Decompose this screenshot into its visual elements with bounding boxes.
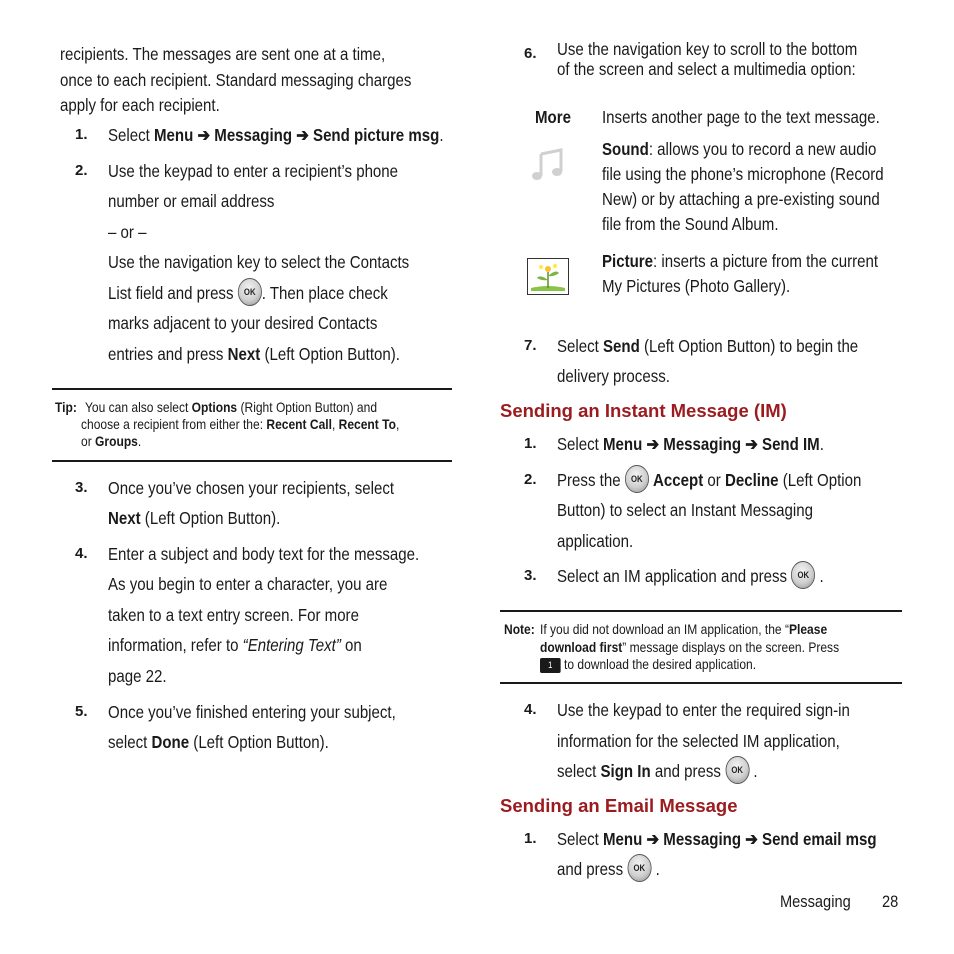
- step-number: 3.: [75, 479, 88, 496]
- section-heading-email: Sending an Email Message: [500, 795, 738, 816]
- step-text: List field and press OK . Then place check: [108, 278, 388, 308]
- intro-line: once to each recipient. Standard messaging charges: [60, 70, 412, 90]
- ok-button-icon: OK: [725, 756, 749, 784]
- step-text: Use the navigation key to scroll to the bottom: [557, 39, 858, 59]
- or-separator: – or –: [108, 222, 147, 242]
- ok-button-icon: OK: [627, 854, 651, 882]
- option-text: Sound: allows you to record a new audio: [602, 139, 877, 159]
- tip-text: choose a recipient from either the: Recent Call, Recent To,: [81, 416, 400, 432]
- section-heading-im: Sending an Instant Message (IM): [500, 400, 787, 421]
- step-text: Use the navigation key to select the Contacts: [108, 252, 410, 272]
- step-number: 3.: [524, 567, 537, 584]
- step-text: select Done (Left Option Button).: [108, 732, 329, 752]
- step-number: 7.: [524, 337, 537, 354]
- option-text: file from the Sound Album.: [602, 214, 779, 234]
- note-bottom-rule: [500, 682, 902, 684]
- step-text: of the screen and select a multimedia option:: [557, 59, 856, 79]
- step-number: 5.: [75, 703, 88, 720]
- step-number: 2.: [524, 471, 537, 488]
- music-note-icon: [529, 146, 567, 184]
- option-text: My Pictures (Photo Gallery).: [602, 276, 791, 296]
- intro-line: recipients. The messages are sent one at a time,: [60, 44, 386, 64]
- tip-bottom-rule: [52, 460, 452, 462]
- tip-top-rule: [52, 388, 452, 390]
- step-text: Select Menu ➔ Messaging ➔ Send email msg: [557, 829, 877, 849]
- ok-button-icon: OK: [625, 465, 649, 493]
- step-text: Enter a subject and body text for the message.: [108, 544, 420, 564]
- page-number: 28: [882, 892, 899, 911]
- tip-text: You can also select Options (Right Option Button) and: [85, 399, 378, 415]
- cross-reference-link[interactable]: “Entering Text”: [242, 635, 341, 655]
- one-key-icon: 1: [540, 658, 561, 673]
- step-text: Press the OK Accept or Decline (Left Option: [557, 465, 861, 495]
- option-text: Inserts another page to the text message.: [602, 107, 880, 127]
- option-text: New) or by attaching a pre-existing sound: [602, 189, 880, 209]
- step-text: Button) to select an Instant Messaging: [557, 500, 813, 520]
- step-text: delivery process.: [557, 366, 670, 386]
- tip-text: or Groups.: [81, 433, 142, 449]
- step-text: and press OK .: [557, 854, 660, 884]
- ok-button-icon: OK: [238, 278, 262, 306]
- step-text: application.: [557, 531, 634, 551]
- step-text: Use the keypad to enter a recipient’s phone: [108, 161, 399, 181]
- note-label: Note:: [504, 621, 535, 637]
- step-number: 6.: [524, 45, 537, 62]
- step-text: taken to a text entry screen. For more: [108, 605, 359, 625]
- step-text: Select Menu ➔ Messaging ➔ Send IM.: [557, 434, 824, 454]
- ok-button-icon: OK: [791, 561, 815, 589]
- step-text: select Sign In and press OK .: [557, 756, 758, 786]
- step-text: Once you’ve chosen your recipients, select: [108, 478, 395, 498]
- note-text: 1 to download the desired application.: [540, 656, 756, 673]
- note-text: If you did not download an IM application, the “Please: [540, 621, 828, 637]
- step-text: As you begin to enter a character, you are: [108, 574, 388, 594]
- step-text: Once you’ve finished entering your subject,: [108, 702, 396, 722]
- intro-line: apply for each recipient.: [60, 95, 220, 115]
- note-top-rule: [500, 610, 902, 612]
- step-number: 1.: [75, 126, 88, 143]
- option-text: file using the phone’s microphone (Record: [602, 164, 884, 184]
- note-text: download first” message displays on the screen. Press: [540, 639, 840, 655]
- step-number: 1.: [524, 435, 537, 452]
- step-text: information for the selected IM application,: [557, 731, 840, 751]
- step-text: information, refer to “Entering Text” on: [108, 635, 362, 655]
- plant-picture-icon: [527, 258, 569, 295]
- step-text: marks adjacent to your desired Contacts: [108, 313, 378, 333]
- step-text: Select Send (Left Option Button) to begin the: [557, 336, 859, 356]
- step-text: Select an IM application and press OK .: [557, 561, 824, 591]
- step-text: Select Menu ➔ Messaging ➔ Send picture msg.: [108, 125, 444, 145]
- step-number: 4.: [524, 701, 537, 718]
- step-text: number or email address: [108, 191, 275, 211]
- step-number: 1.: [524, 830, 537, 847]
- footer-section: Messaging: [780, 892, 851, 911]
- option-text: Picture: inserts a picture from the current: [602, 251, 879, 271]
- tip-label: Tip:: [55, 399, 77, 415]
- step-text: entries and press Next (Left Option Button).: [108, 344, 400, 364]
- option-label: More: [535, 107, 571, 127]
- step-text: Next (Left Option Button).: [108, 508, 281, 528]
- step-number: 4.: [75, 545, 88, 562]
- step-number: 2.: [75, 162, 88, 179]
- step-text: Use the keypad to enter the required sign-in: [557, 700, 850, 720]
- step-text: page 22.: [108, 666, 167, 686]
